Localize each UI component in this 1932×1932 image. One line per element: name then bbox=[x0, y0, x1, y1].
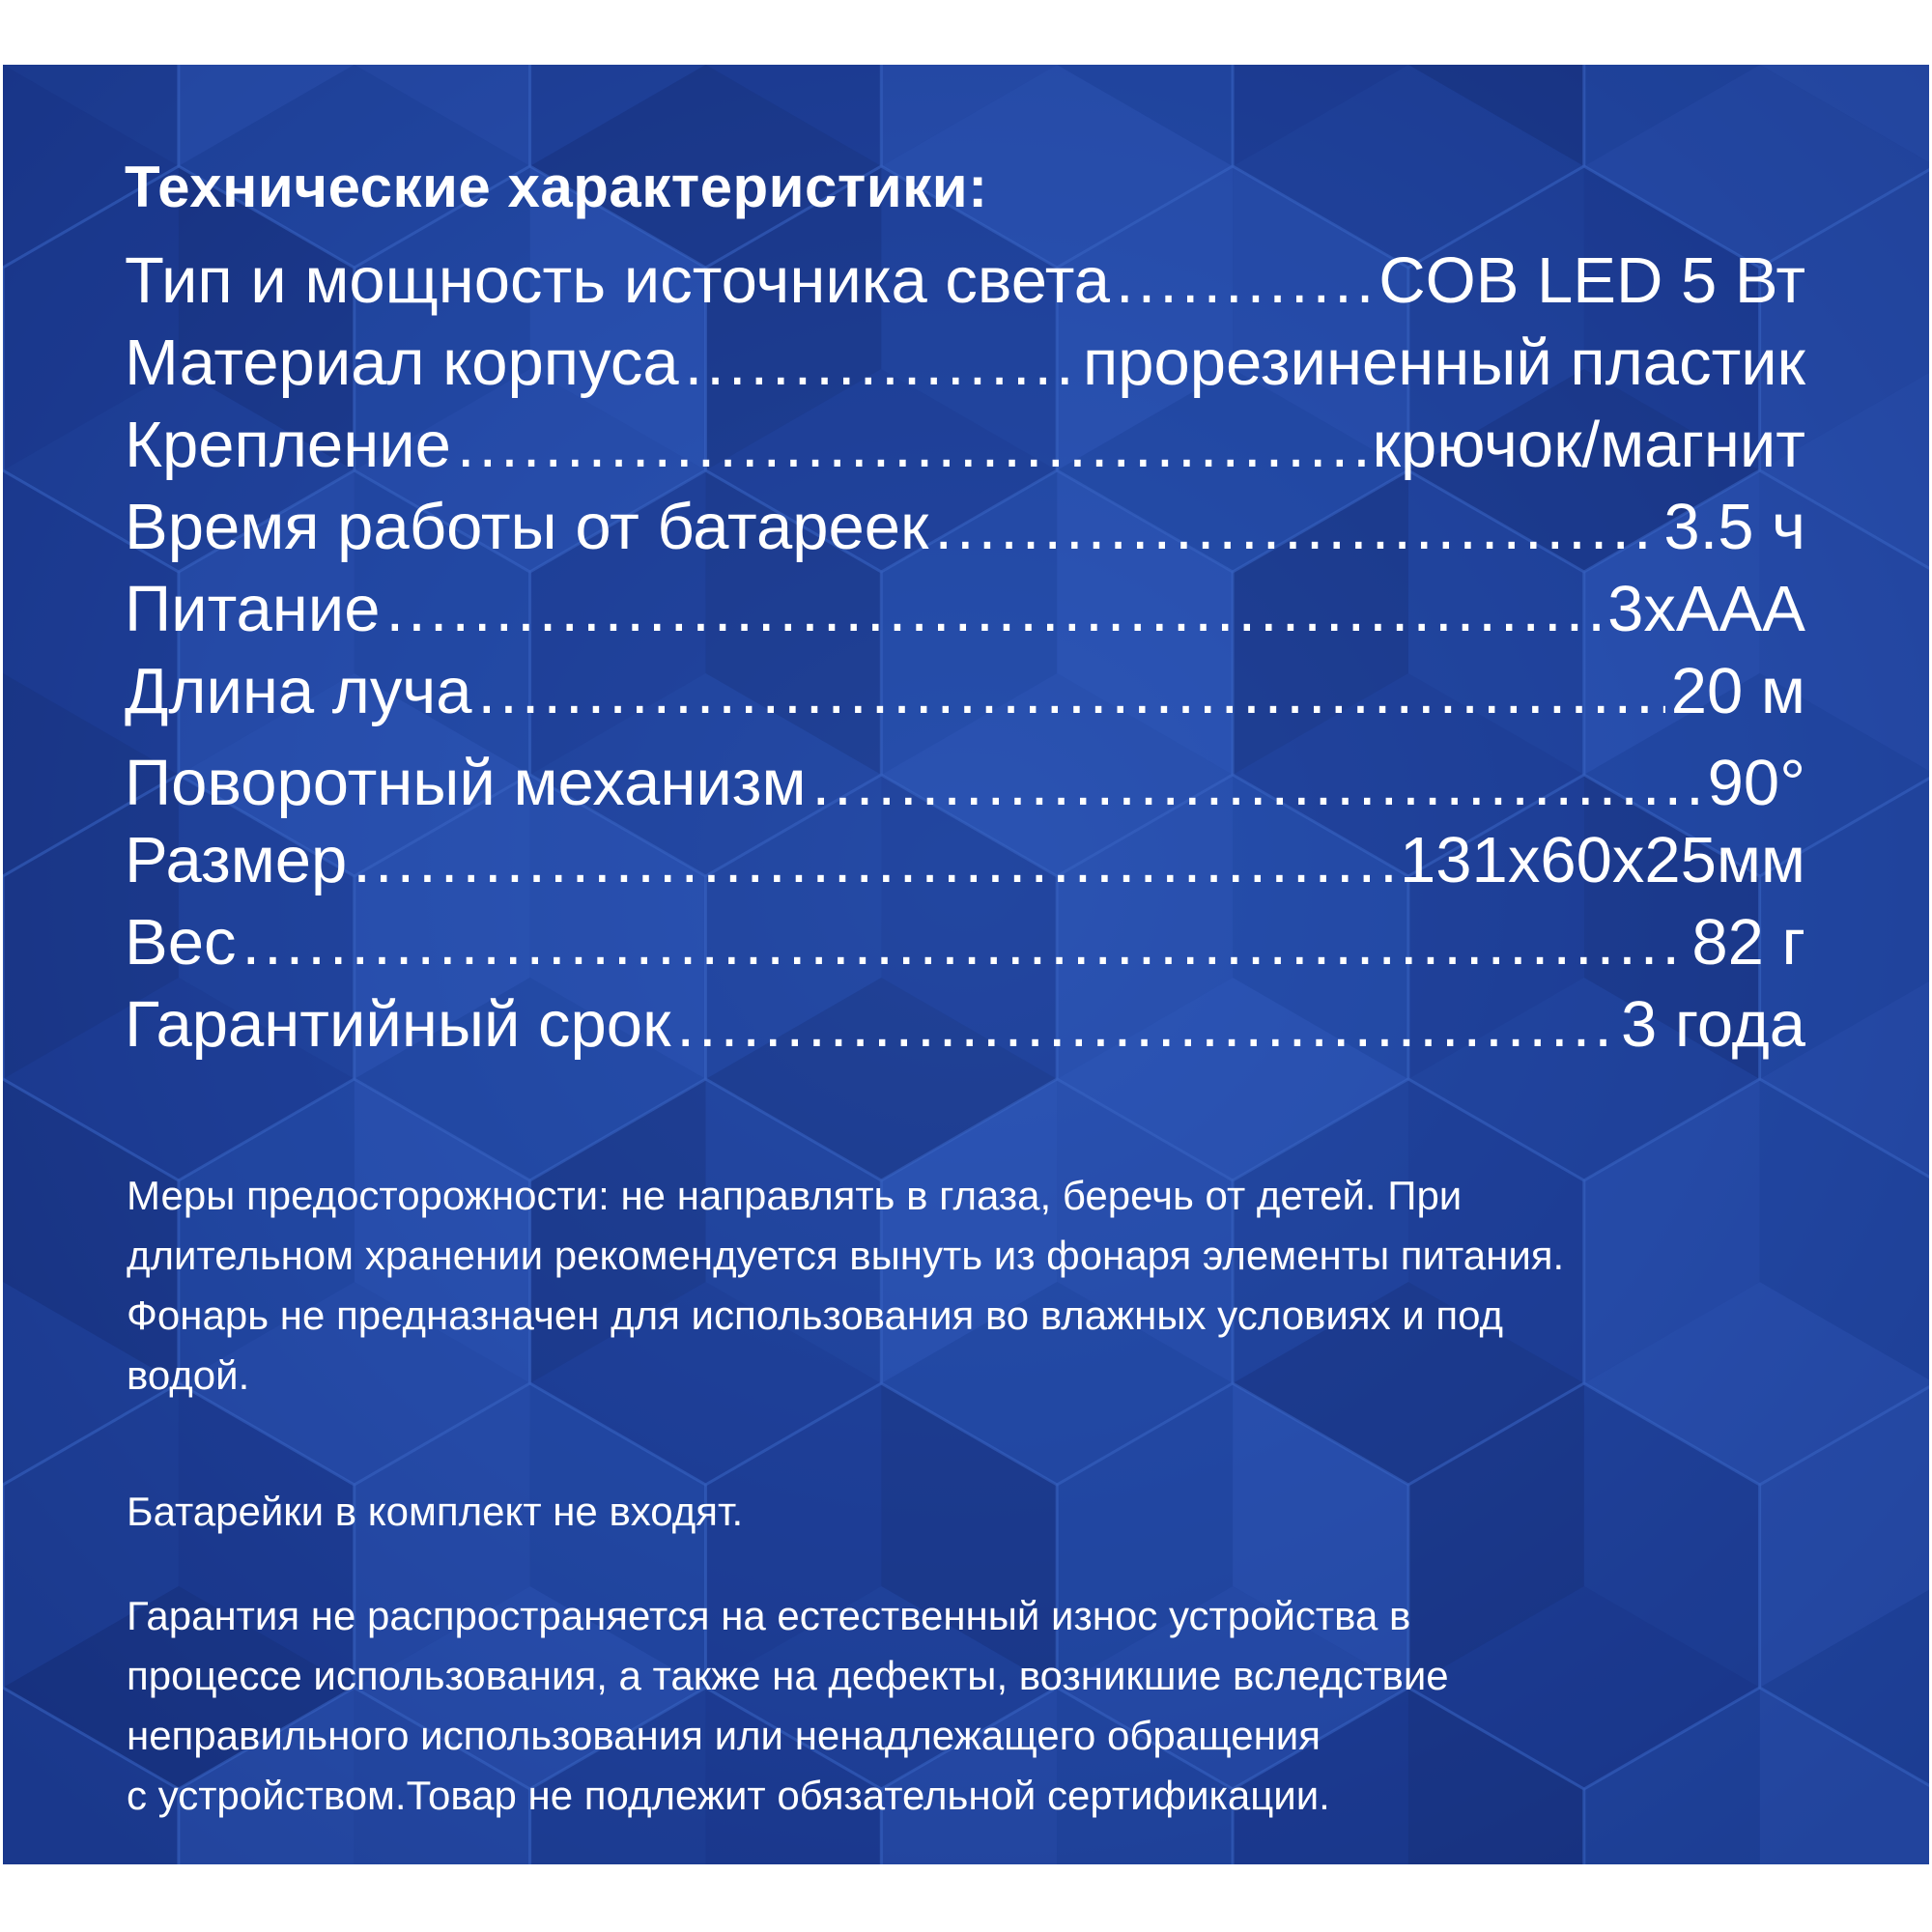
dot-leader bbox=[242, 905, 1686, 980]
spec-row-mount bbox=[125, 408, 1805, 483]
dot-leader bbox=[934, 490, 1658, 564]
spec-value: крючок/магнит bbox=[1372, 409, 1805, 481]
spec-label: Материал корпуса bbox=[125, 327, 679, 399]
spec-label: Гарантийный срок bbox=[125, 988, 671, 1061]
spec-row-size bbox=[125, 823, 1805, 898]
spec-value: 3xAAA bbox=[1607, 573, 1805, 645]
spec-label: Тип и мощность источника света bbox=[125, 244, 1110, 317]
dot-leader bbox=[457, 408, 1367, 482]
dot-leader bbox=[353, 823, 1394, 897]
spec-title: Технические характеристики: bbox=[125, 155, 988, 219]
spec-panel bbox=[3, 65, 1929, 1864]
spec-value: 3.5 ч bbox=[1663, 491, 1805, 563]
spec-row-power bbox=[125, 572, 1805, 647]
batteries-note: Батарейки в комплект не входят. bbox=[127, 1489, 744, 1534]
spec-value: COB LED 5 Вт bbox=[1378, 244, 1805, 317]
dot-leader bbox=[685, 326, 1077, 400]
spec-value: 82 г bbox=[1691, 906, 1805, 979]
spec-label: Размер bbox=[125, 824, 348, 896]
warranty-note: Гарантия не распространяется на естественный износ устройства в процессе использования, а также на дефекты, возникшие вследствие неправильного использования или ненадлежащего обращения с устройством.Товар не подлежит обязательной сертификации. bbox=[127, 1593, 1449, 1818]
spec-row-beam-length bbox=[125, 654, 1805, 729]
spec-value: 131x60x25мм bbox=[1400, 824, 1805, 896]
spec-row-body-material bbox=[125, 326, 1805, 401]
dot-leader bbox=[478, 654, 1665, 728]
spec-row-light-source bbox=[125, 243, 1805, 319]
spec-label: Вес bbox=[125, 906, 237, 979]
spec-row-battery-life bbox=[125, 490, 1805, 565]
dot-leader bbox=[812, 746, 1702, 820]
spec-value: 90° bbox=[1707, 747, 1805, 819]
dot-leader bbox=[1116, 243, 1373, 318]
spec-label: Крепление bbox=[125, 409, 451, 481]
spec-label: Питание bbox=[125, 573, 381, 645]
spec-row-warranty bbox=[125, 987, 1805, 1063]
spec-label: Поворотный механизм bbox=[125, 747, 807, 819]
dot-leader bbox=[676, 987, 1615, 1062]
spec-label: Длина луча bbox=[125, 655, 472, 727]
precautions-note: Меры предосторожности: не направлять в глаза, беречь от детей. При длительном хранении рекомендуется вынуть из фонаря элементы питания. Фонарь не предназначен для использования во влажных условиях и под водой. bbox=[127, 1173, 1565, 1398]
dot-leader bbox=[385, 572, 1602, 646]
spec-value: прорезиненный пластик bbox=[1082, 327, 1805, 399]
spec-value: 20 м bbox=[1670, 655, 1805, 727]
spec-row-weight bbox=[125, 905, 1805, 980]
spec-value: 3 года bbox=[1621, 988, 1805, 1061]
spec-label: Время работы от батареек bbox=[125, 491, 929, 563]
spec-row-rotation bbox=[125, 746, 1805, 821]
